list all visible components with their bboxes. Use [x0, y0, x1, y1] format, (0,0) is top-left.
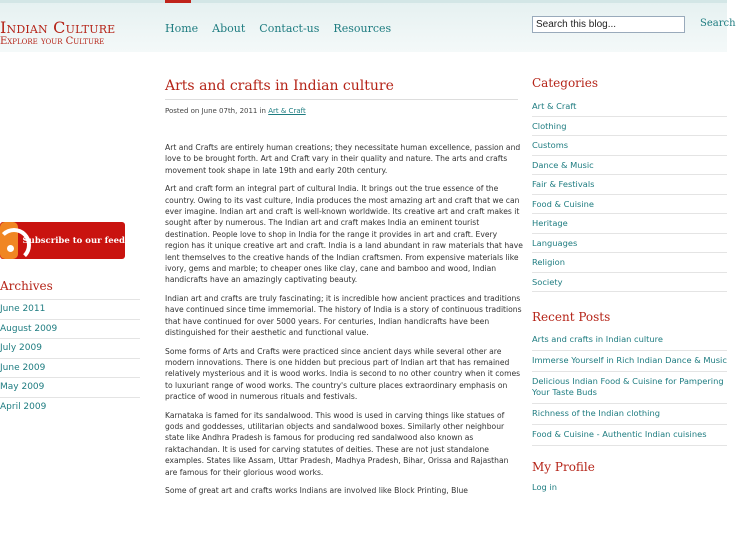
nav-contact-us[interactable]: Contact-us [259, 22, 320, 35]
nav-resources[interactable]: Resources [333, 22, 392, 35]
category-item[interactable]: Food & Cuisine [532, 195, 727, 215]
site-title[interactable]: Indian Culture [0, 18, 116, 37]
post-paragraph: Some forms of Arts and Crafts were practiced since ancient days while several other are modern innovations. There is one hidden but precious part of Indian art that has remained relatively mysterious and it is wood works. India is second to no other country when it comes to luxuriant range of wood works. The country's culture places extraordinary emphasis on practice of wood in numerous rituals and festivals. [165, 346, 521, 402]
category-item[interactable]: Religion [532, 253, 727, 273]
subscribe-feed-button[interactable] [0, 222, 125, 259]
rss-icon [0, 222, 18, 259]
post-paragraph: Art and craft form an integral part of cultural India. It brings out the true essence of the country. Owing to its vast culture, India produces the most amazing art and craft that we can ever imagine. Indian art and craft is well-known worldwide. Its creative art and craft makes it sought after by numerous. The Indian art and craft makes India an eminent tourist destination. People love to shop in India for the range it provides in art and craft. Every region has it unique creative art and craft. India is a land abundant in raw materials that have lent themselves to the creative hands of the Indian craftsmen. From expensive materials like ivory, gems and marble; to cheaper ones like clay, cane and bamboo and wood, Indian handicrafts have an amazingly captivating beauty. [165, 184, 523, 285]
post-paragraph: Karnataka is famed for its sandalwood. This wood is used in carving things like statues of gods and goddesses, utilitarian objects and sandalwood boxes. Similarly other neighbour state like Andhra Pradesh is famous for producing red sandalwood also known as raktachandan. It is used for carving statutes of deities. These are not just standalone examples. States like Assam, Uttar Pradesh, Madhya Pradesh, Bihar, Orissa and Rajasthan are famous for their glorious wood works. [165, 410, 509, 477]
login-link[interactable]: Log in [532, 482, 558, 492]
archive-item[interactable]: May 2009 [0, 377, 140, 397]
recent-post-item[interactable]: Delicious Indian Food & Cuisine for Pampering Your Taste Buds [532, 372, 727, 404]
categories-heading: Categories [532, 76, 598, 90]
post-paragraph: Art and Crafts are entirely human creations; they necessitate human excellence, passion and love to be brought forth. Art and Craft vary in their quality and nature. The arts and crafts movement took shape in late 19th and early 20th century. [165, 143, 521, 175]
post-paragraph: Some of great art and crafts works Indians are involved like Block Printing, Blue [165, 485, 468, 495]
recent-posts-list [532, 330, 727, 446]
nav-home[interactable]: Home [165, 22, 199, 35]
recent-post-item[interactable]: Food & Cuisine - Authentic Indian cuisines [532, 425, 727, 446]
archive-item[interactable]: June 2011 [0, 299, 140, 319]
active-nav-marker [165, 0, 191, 3]
category-item[interactable]: Dance & Music [532, 156, 727, 176]
category-item[interactable]: Fair & Festivals [532, 175, 727, 195]
category-item[interactable]: Art & Craft [532, 97, 727, 117]
archives-list [0, 299, 140, 416]
post-paragraph: Indian art and crafts are truly fascinating; it is incredible how ancient practices and traditions have continued since time immemorial. The history of India is a story of continuous traditions that have continued for over 5000 years. For centuries, Indian handicrafts have been distinguished for their aesthetic and functional value. [165, 293, 522, 338]
post-title[interactable]: Arts and crafts in Indian culture [165, 78, 394, 94]
search-button[interactable]: Search [700, 18, 736, 29]
recent-post-item[interactable]: Arts and crafts in Indian culture [532, 330, 727, 351]
recent-posts-heading: Recent Posts [532, 310, 611, 324]
site-tagline: Explore your Culture [0, 36, 105, 47]
nav-about[interactable]: About [212, 22, 246, 35]
post-category-link[interactable]: Art & Craft [268, 107, 306, 115]
archive-item[interactable]: April 2009 [0, 397, 140, 417]
post-body [165, 142, 523, 503]
archive-item[interactable]: June 2009 [0, 358, 140, 378]
profile-heading: My Profile [532, 460, 595, 474]
category-item[interactable]: Languages [532, 234, 727, 254]
category-item[interactable]: Society [532, 273, 727, 293]
main-nav [165, 22, 391, 35]
subscribe-label: Subscribe to our feed [22, 235, 125, 246]
category-item[interactable]: Clothing [532, 117, 727, 137]
category-item[interactable]: Customs [532, 136, 727, 156]
recent-post-item[interactable]: Richness of the Indian clothing [532, 404, 727, 425]
recent-post-item[interactable]: Immerse Yourself in Rich Indian Dance & Music [532, 351, 727, 372]
archive-item[interactable]: July 2009 [0, 338, 140, 358]
archive-item[interactable]: August 2009 [0, 319, 140, 339]
search-input[interactable] [532, 16, 685, 33]
post-date: Posted on June 07th, 2011 in [165, 107, 266, 115]
categories-list [532, 97, 727, 292]
archives-heading: Archives [0, 279, 53, 293]
post-meta [165, 107, 306, 115]
category-item[interactable]: Heritage [532, 214, 727, 234]
title-divider [165, 99, 518, 100]
